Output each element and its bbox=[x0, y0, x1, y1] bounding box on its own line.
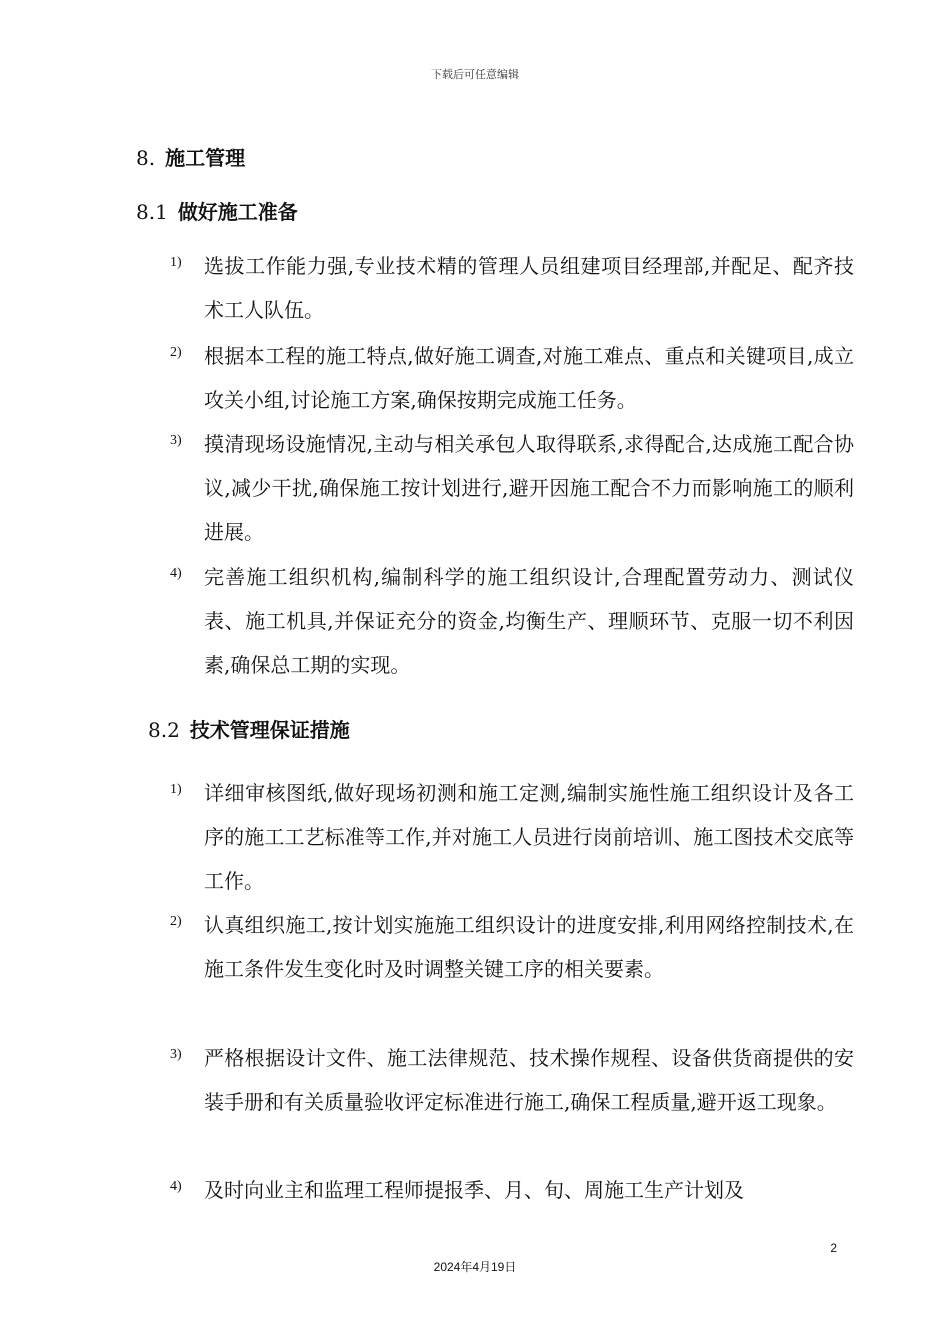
section-title: 技术管理保证措施 bbox=[189, 718, 350, 742]
section-number: 8.2 bbox=[148, 718, 180, 742]
page-number: 2 bbox=[830, 1241, 837, 1255]
section-heading-8-2 bbox=[148, 714, 350, 743]
list-item-text: 严格根据设计文件、施工法律规范、技术操作规程、设备供货商提供的安装手册和有关质量验收评定标准进行施工,确保工程质量,避开返工现象。 bbox=[204, 1046, 854, 1114]
section-number: 8.1 bbox=[136, 200, 168, 224]
list-item-text: 详细审核图纸,做好现场初测和施工定测,编制实施性施工组织设计及各工序的施工工艺标准等工作,并对施工人员进行岗前培训、施工图技术交底等工作。 bbox=[204, 781, 854, 893]
list-marker: 2) bbox=[170, 914, 182, 929]
list-item-text: 根据本工程的施工特点,做好施工调查,对施工难点、重点和关键项目,成立攻关小组,讨论施工方案,确保按期完成施工任务。 bbox=[204, 344, 854, 412]
section-number: 8. bbox=[136, 146, 156, 170]
page-header: 下载后可任意编辑 bbox=[431, 68, 519, 81]
section-title: 施工管理 bbox=[165, 146, 246, 170]
list-item-text: 认真组织施工,按计划实施施工组织设计的进度安排,利用网络控制技术,在施工条件发生变化时及时调整关键工序的相关要素。 bbox=[204, 913, 854, 981]
list-item-text: 选拔工作能力强,专业技术精的管理人员组建项目经理部,并配足、配齐技术工人队伍。 bbox=[204, 254, 854, 322]
list-item-text: 及时向业主和监理工程师提报季、月、旬、周施工生产计划及 bbox=[204, 1178, 744, 1202]
section-heading-8 bbox=[136, 142, 245, 171]
list-marker: 3) bbox=[170, 433, 182, 448]
list-marker: 4) bbox=[170, 1179, 182, 1194]
list-item-text: 摸清现场设施情况,主动与相关承包人取得联系,求得配合,达成施工配合协议,减少干扰,确保施工按计划进行,避开因施工配合不力而影响施工的顺利进展。 bbox=[204, 432, 854, 544]
list-marker: 2) bbox=[170, 345, 182, 360]
list-marker: 3) bbox=[170, 1047, 182, 1062]
list-marker: 1) bbox=[170, 255, 182, 270]
section-title: 做好施工准备 bbox=[177, 200, 298, 224]
list-marker: 1) bbox=[170, 782, 182, 797]
list-item-text: 完善施工组织机构,编制科学的施工组织设计,合理配置劳动力、测试仪表、施工机具,并保证充分的资金,均衡生产、理顺环节、克服一切不利因素,确保总工期的实现。 bbox=[204, 565, 854, 677]
section-heading-8-1 bbox=[136, 196, 298, 225]
page-footer-date: 2024年4月19日 bbox=[433, 1260, 517, 1274]
list-marker: 4) bbox=[170, 566, 182, 581]
